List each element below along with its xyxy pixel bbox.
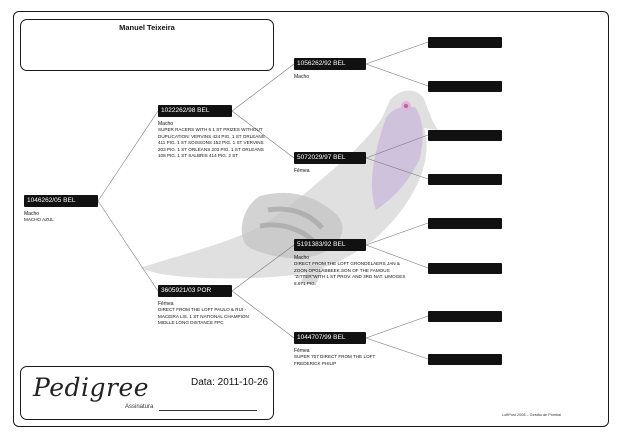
signature-line [159, 410, 257, 411]
sire-description: SUPER RACERS WITH 6 1 ST PRIZES WITHOUT DUPLICATION: VERVINS 424 PIG. 1 ST ORLEANS 411 PIG. 1 ST SOISSONS 152 PIG. 1 ST VERVINS 203 PIG. 1 ST ORLEANS 203 PIG. 1 ST ORLEANS 108 PIG. 1 ST SALBRIS 414 PIG. 2 ST [158, 127, 265, 159]
pedigree-logo: Pedigree [33, 373, 150, 402]
great-grandparent-tag-3[interactable] [428, 130, 502, 141]
great-grandparent-tag-5[interactable] [428, 218, 502, 229]
footer-box [20, 366, 274, 420]
sire-dam-ring-tag[interactable]: 5072029/97 BEL [294, 152, 366, 164]
dam-sire-sex: Macho [294, 255, 310, 261]
great-grandparent-tag-8[interactable] [428, 354, 502, 365]
great-grandparent-tag-6[interactable] [428, 263, 502, 274]
dam-description: DIRECT FROM THE LOFT PAULO & RUI - MACEIRA LIS. 1 ST NATIONAL CHAMPION MIDLLE LONG DISTANCE FPC [158, 307, 249, 326]
sire-sire-sex: Macho [294, 74, 310, 80]
sire-ring-tag[interactable]: 1022262/98 BEL [158, 105, 232, 117]
great-grandparent-tag-4[interactable] [428, 174, 502, 185]
subject-ring-tag[interactable]: 1046262/05 BEL [24, 195, 98, 207]
sire-dam-sex: Fêmea [294, 168, 310, 174]
dam-sire-ring-tag[interactable]: 5191383/92 BEL [294, 239, 366, 251]
subject-sex: Macho [24, 211, 40, 217]
great-grandparent-tag-1[interactable] [428, 37, 502, 48]
owner-name: Manuel Teixeira [119, 23, 175, 32]
dam-dam-description: SUPER 707 DIRECT FROM THE LOFT FREDERICK PHILIP [294, 354, 376, 366]
great-grandparent-tag-7[interactable] [428, 311, 502, 322]
dam-dam-sex: Fêmea [294, 348, 310, 354]
subject-name: MACHO AZUL [24, 217, 54, 222]
dam-ring-tag[interactable]: 3605921/03 POR [158, 285, 232, 297]
dam-sex: Fêmea [158, 301, 174, 307]
dam-sire-description: DIRECT FROM THE LOFT GRONDELAERS JAN & ZOON OPGLABBEEK.SON OF THE FAMOUS "ZITTER"WITH 1 ST PROV. AND 3RD NAT. LIMOGES 8.671 PIG. [294, 261, 406, 286]
print-date: Data: 2011-10-26 [191, 377, 269, 388]
sire-sire-ring-tag[interactable]: 1056262/92 BEL [294, 58, 366, 70]
great-grandparent-tag-2[interactable] [428, 81, 502, 92]
signature-label: Assinatura [125, 404, 154, 410]
sire-sex: Macho [158, 121, 174, 127]
dam-dam-ring-tag[interactable]: 1044707/99 BEL [294, 332, 366, 344]
software-credit: LoftPost 2008 – Gestão de Pombal [502, 413, 562, 417]
